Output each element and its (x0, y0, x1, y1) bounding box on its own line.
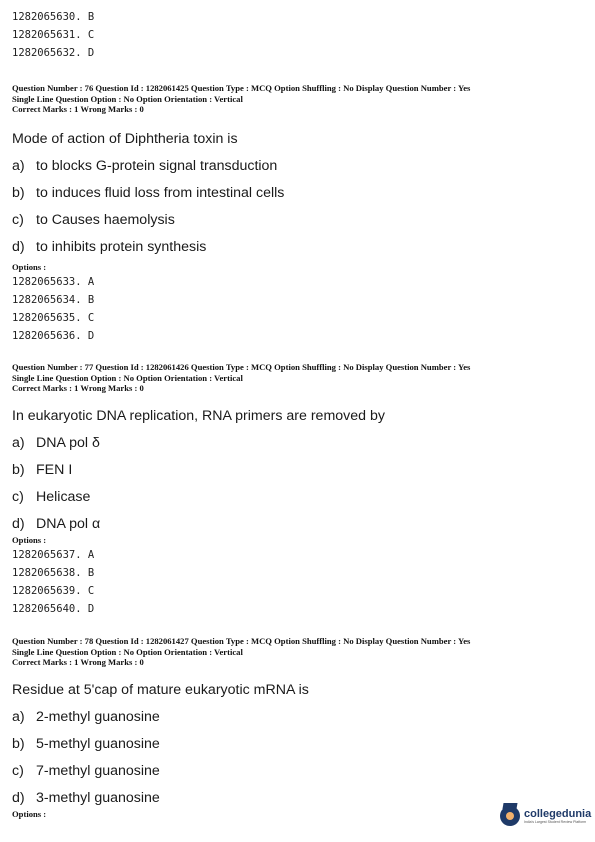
question-meta: Question Number : 76 Question Id : 1282061425 Question Type : MCQ Option Shuffling : No Display Question Number : Yes (12, 83, 471, 93)
logo-name: collegedunia (524, 807, 592, 820)
option-id: 1282065631. C (12, 29, 95, 41)
question-76-body (12, 130, 583, 256)
option-d: d) DNA pol α (12, 516, 101, 532)
option-b: b) to induces fluid loss from intestinal cells (12, 185, 285, 201)
question-78-options (12, 809, 583, 819)
question-text: Mode of action of Diphtheria toxin is (12, 131, 238, 147)
question-77-options (12, 535, 583, 618)
option-b: b) FEN I (12, 462, 73, 478)
question-78-body (12, 681, 583, 807)
question-meta-options: Single Line Question Option : No Option Orientation : Vertical (12, 646, 243, 657)
option-d: d) to inhibits protein synthesis (12, 239, 207, 255)
collegedunia-logo (500, 806, 591, 826)
options-title: Options : (12, 535, 47, 545)
option-id: 1282065635. C (12, 312, 95, 324)
option-id: 1282065634. B (12, 294, 95, 306)
option-a: a) to blocks G-protein signal transduction (12, 158, 278, 174)
previous-option-ids (12, 8, 583, 62)
logo-tagline: India's Largest Student Review Platform (524, 819, 587, 824)
option-id: 1282065636. D (12, 330, 95, 342)
question-marks: Correct Marks : 1 Wrong Marks : 0 (12, 104, 144, 114)
option-id: 1282065630. B (12, 11, 95, 23)
option-a: a) DNA pol δ (12, 435, 100, 451)
option-d: d) 3-methyl guanosine (12, 790, 160, 806)
option-b: b) 5-methyl guanosine (12, 736, 160, 752)
question-marks: Correct Marks : 1 Wrong Marks : 0 (12, 383, 144, 393)
option-c: c) to Causes haemolysis (12, 212, 175, 228)
question-marks: Correct Marks : 1 Wrong Marks : 0 (12, 657, 144, 667)
question-77 (12, 362, 583, 394)
option-a: a) 2-methyl guanosine (12, 709, 160, 725)
option-id: 1282065638. B (12, 567, 95, 579)
option-id: 1282065632. D (12, 47, 95, 59)
question-76-options (12, 262, 583, 345)
question-76 (12, 83, 583, 115)
option-id: 1282065640. D (12, 603, 95, 615)
options-title: Options : (12, 809, 47, 819)
question-text: In eukaryotic DNA replication, RNA primers are removed by (12, 408, 385, 424)
question-meta: Question Number : 77 Question Id : 1282061426 Question Type : MCQ Option Shuffling : No Display Question Number : Yes (12, 362, 471, 372)
question-77-body (12, 407, 583, 533)
option-c: c) 7-methyl guanosine (12, 763, 160, 779)
question-meta-options: Single Line Question Option : No Option Orientation : Vertical (12, 93, 243, 104)
question-meta: Question Number : 78 Question Id : 1282061427 Question Type : MCQ Option Shuffling : No Display Question Number : Yes (12, 636, 471, 646)
option-id: 1282065633. A (12, 276, 95, 288)
question-meta-options: Single Line Question Option : No Option Orientation : Vertical (12, 372, 243, 383)
option-id: 1282065639. C (12, 585, 95, 597)
option-c: c) Helicase (12, 489, 91, 505)
options-title: Options : (12, 262, 47, 272)
graduate-icon (500, 806, 520, 826)
question-text: Residue at 5'cap of mature eukaryotic mRNA is (12, 682, 309, 698)
option-id: 1282065637. A (12, 549, 95, 561)
question-78 (12, 636, 583, 668)
